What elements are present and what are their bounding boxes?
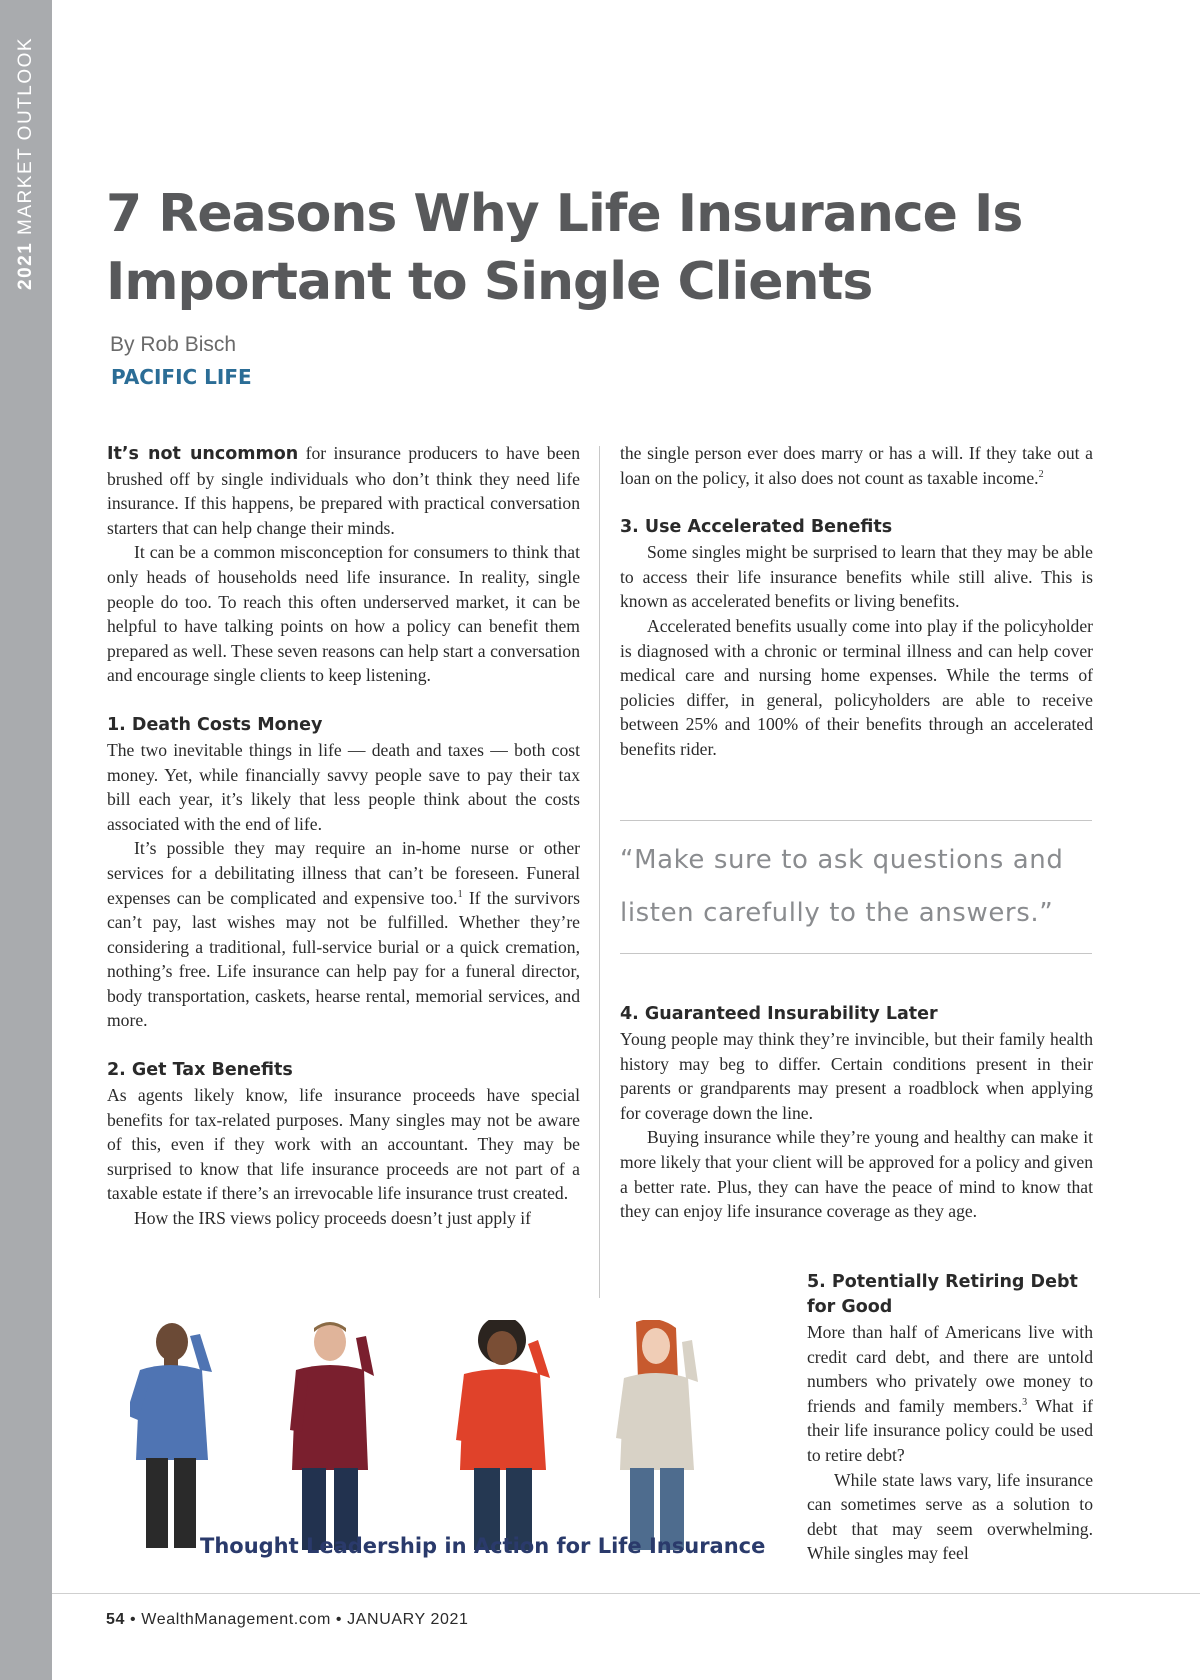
title-line-1: 7 Reasons Why Life Insurance Is bbox=[106, 184, 1023, 244]
lead-in: It’s not uncommon bbox=[107, 444, 299, 464]
person-beige-sweater bbox=[616, 1320, 698, 1550]
person-plaid-shirt bbox=[130, 1323, 212, 1548]
footer-rule bbox=[52, 1593, 1200, 1594]
intro-paragraph-2: It can be a common misconception for consumers to think that only heads of households need life insurance. In reality, single people do too. To reach this often underserved market, it can be helpful to have talking points on how a policy can benefit them prepared as well. These seven reasons can help start a conversation and encourage single clients to keep listening. bbox=[107, 542, 580, 686]
section-4-paragraph-1: Young people may think they’re invincible, but their family health history may beg to differ. Certain conditions present in their parents or grandparents may present a roadblock when applying for coverage down the line. bbox=[620, 1029, 1093, 1123]
section-heading-4: 4. Guaranteed Insurability Later bbox=[620, 1004, 938, 1024]
title-line-2: Important to Single Clients bbox=[106, 252, 873, 312]
section-3-paragraph-1: Some singles might be surprised to learn that they may be able to access their life insurance benefits while still alive. This is known as accelerated benefits or living benefits. bbox=[620, 542, 1093, 612]
left-column bbox=[107, 441, 580, 1231]
section-5-paragraph-1: More than half of Americans live with credit card debt, and there are untold numbers who privately owe money to friends and family members.$^3$ What if their life insurance policy could be used to retire debt? bbox=[807, 1322, 1093, 1465]
quote-rule-top bbox=[620, 820, 1092, 821]
page-number: 54 bbox=[106, 1611, 125, 1628]
photo-caption: Thought Leadership in Action for Life Insurance bbox=[200, 1534, 766, 1558]
column-divider bbox=[599, 446, 600, 1298]
pull-quote: “Make sure to ask questions and listen carefully to the answers.” bbox=[620, 845, 1064, 928]
publication-site: WealthManagement.com bbox=[141, 1611, 331, 1628]
section-1-paragraph-1: The two inevitable things in life — death and taxes — both cost money. Yet, while financially savvy people save to pay their tax bill each year, it’s likely that less people think about the costs associated with the end of life. bbox=[107, 739, 580, 834]
footnote-ref: 2 bbox=[1038, 468, 1044, 480]
person-burgundy-sweater bbox=[290, 1322, 374, 1550]
section-2-paragraph-2: How the IRS views policy proceeds doesn’t just apply if bbox=[134, 1208, 531, 1229]
right-column bbox=[620, 441, 1093, 762]
intro-paragraph bbox=[107, 441, 580, 540]
footnote-ref: 1 bbox=[457, 888, 463, 900]
section-2-paragraph-3: the single person ever does marry or has a will. If they take out a loan on the policy, it also does not count as taxable income.$^2$ bbox=[620, 443, 1093, 488]
section-1-paragraph-2: It’s possible they may require an in-home nurse or other services for a debilitating illness that can’t be foreseen. Funeral expenses can be complicated and expensive too.$^1$ If the survivors can’t pay, last wishes may not be fulfilled. Whether they’re considering a traditional, full-service burial or a quick cremation, nothing’s free. Life insurance can help pay for a funeral director, body transportation, caskets, hearse rental, memorial services, and more. bbox=[107, 838, 580, 1031]
section-3-paragraph-2: Accelerated benefits usually come into play if the policyholder is diagnosed with a chronic or terminal illness and can help cover medical care and nursing home expenses. While the terms of policies differ, in general, policyholders are able to receive between 25% and 100% of their benefits through an accelerated benefits rider. bbox=[620, 615, 1093, 759]
section-heading-1: 1. Death Costs Money bbox=[107, 714, 323, 735]
section-4-paragraph-2: Buying insurance while they’re young and healthy can make it more likely that your client will be approved for a policy and given a better rate. Plus, they can have the peace of mind to know that they can enjoy life insurance coverage as they age. bbox=[620, 1127, 1093, 1222]
section-5-paragraph-2: While state laws vary, life insurance can sometimes serve as a solution to debt that may seem overwhelming. While singles may feel bbox=[807, 1469, 1093, 1564]
section-name: MARKET OUTLOOK bbox=[15, 36, 36, 235]
sidebar-band bbox=[0, 0, 52, 1680]
page-footer bbox=[106, 1611, 469, 1629]
intro-text: for insurance producers to have been brushed off by single individuals who don’t think they need life insurance. If this happens, be prepared with practical conversation starters that can help change their minds. bbox=[107, 443, 580, 538]
author-company: PACIFIC LIFE bbox=[111, 365, 252, 389]
footer-separator: • bbox=[130, 1611, 137, 1628]
section-heading-5: 5. Potentially Retiring Debt for Good bbox=[807, 1272, 1078, 1317]
author-byline: By Rob Bisch bbox=[110, 333, 237, 356]
section-heading-3: 3. Use Accelerated Benefits bbox=[620, 517, 893, 538]
people-listening-photo bbox=[130, 1320, 770, 1560]
section-label bbox=[15, 37, 37, 290]
footnote-ref: 3 bbox=[1022, 1396, 1028, 1408]
right-column-lower bbox=[620, 1002, 1093, 1224]
section-year: 2021 bbox=[15, 241, 36, 290]
issue-date: JANUARY 2021 bbox=[347, 1611, 469, 1628]
section-heading-2: 2. Get Tax Benefits bbox=[107, 1060, 293, 1081]
person-red-top bbox=[456, 1320, 550, 1550]
footer-separator: • bbox=[335, 1611, 343, 1628]
section-2-paragraph-1: As agents likely know, life insurance proceeds have special benefits for tax-related purposes. Many singles may not be aware of this, even if they work with an accountant. They may be surprised to know that life insurance proceeds are not part of a taxable estate if there’s an irrevocable life insurance trust created. bbox=[107, 1085, 580, 1204]
sidebar-column bbox=[807, 1270, 1093, 1566]
article-title bbox=[106, 180, 1106, 316]
quote-rule-bottom bbox=[620, 953, 1092, 954]
